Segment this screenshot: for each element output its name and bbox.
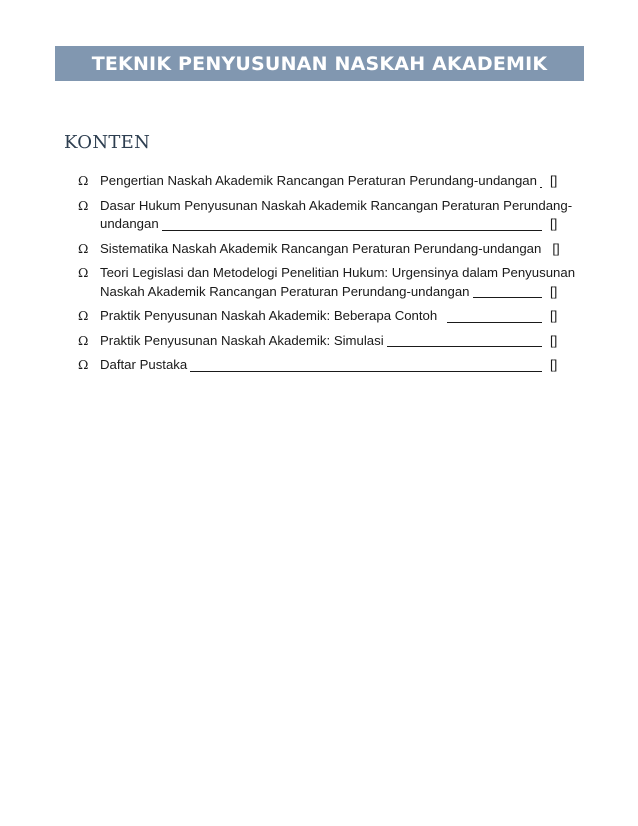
- toc-item[interactable]: [78, 172, 560, 191]
- omega-bullet-icon: Ω: [78, 357, 89, 372]
- toc-page-number: []: [550, 173, 558, 188]
- omega-bullet-icon: Ω: [78, 332, 89, 348]
- title-banner: [55, 46, 584, 81]
- omega-bullet-icon: Ω: [78, 265, 89, 280]
- table-of-contents: [78, 172, 576, 381]
- toc-page-number: []: [550, 357, 558, 372]
- toc-heading: KONTEN: [64, 132, 151, 153]
- dot-leader: [162, 218, 542, 231]
- toc-item-title: Daftar Pustaka: [100, 357, 188, 372]
- toc-item[interactable]: [78, 332, 560, 351]
- omega-bullet-icon: Ω: [78, 173, 89, 188]
- dot-leader: [540, 175, 542, 188]
- dot-leader: [387, 334, 542, 347]
- toc-page-number: []: [550, 216, 558, 231]
- toc-item-title-continued: Naskah Akademik Rancangan Peraturan Perundang-undangan: [100, 283, 470, 299]
- toc-page-number: []: [550, 332, 558, 348]
- toc-item[interactable]: [78, 264, 576, 301]
- toc-page-number: []: [550, 283, 558, 299]
- dot-leader: [190, 359, 542, 372]
- omega-bullet-icon: Ω: [78, 240, 89, 256]
- toc-item[interactable]: [78, 356, 560, 375]
- page-title: TEKNIK PENYUSUNAN NASKAH AKADEMIK: [91, 52, 548, 75]
- toc-item-title: Teori Legislasi dan Metodelogi Penelitian Hukum: Urgensinya dalam Penyusunan: [100, 265, 576, 280]
- toc-item-title: Praktik Penyusunan Naskah Akademik: Simulasi: [100, 332, 384, 348]
- toc-item-title-continued: undangan: [100, 216, 159, 231]
- omega-bullet-icon: Ω: [78, 197, 89, 213]
- toc-page-number: []: [552, 240, 560, 256]
- dot-leader: [473, 285, 542, 298]
- toc-item-title: Sistematika Naskah Akademik Rancangan Peraturan Perundang-undangan: [100, 240, 542, 256]
- dot-leader: [447, 310, 542, 323]
- omega-bullet-icon: Ω: [78, 308, 89, 323]
- toc-item[interactable]: [78, 307, 560, 326]
- toc-item-title: Dasar Hukum Penyusunan Naskah Akademik Rancangan Peraturan Perundang-: [100, 197, 573, 213]
- toc-page-number: []: [550, 308, 558, 323]
- toc-item-title: Pengertian Naskah Akademik Rancangan Peraturan Perundang-undangan: [100, 173, 537, 188]
- toc-item[interactable]: [78, 240, 560, 259]
- toc-item-title: Praktik Penyusunan Naskah Akademik: Beberapa Contoh: [100, 308, 438, 323]
- toc-item[interactable]: [78, 197, 573, 234]
